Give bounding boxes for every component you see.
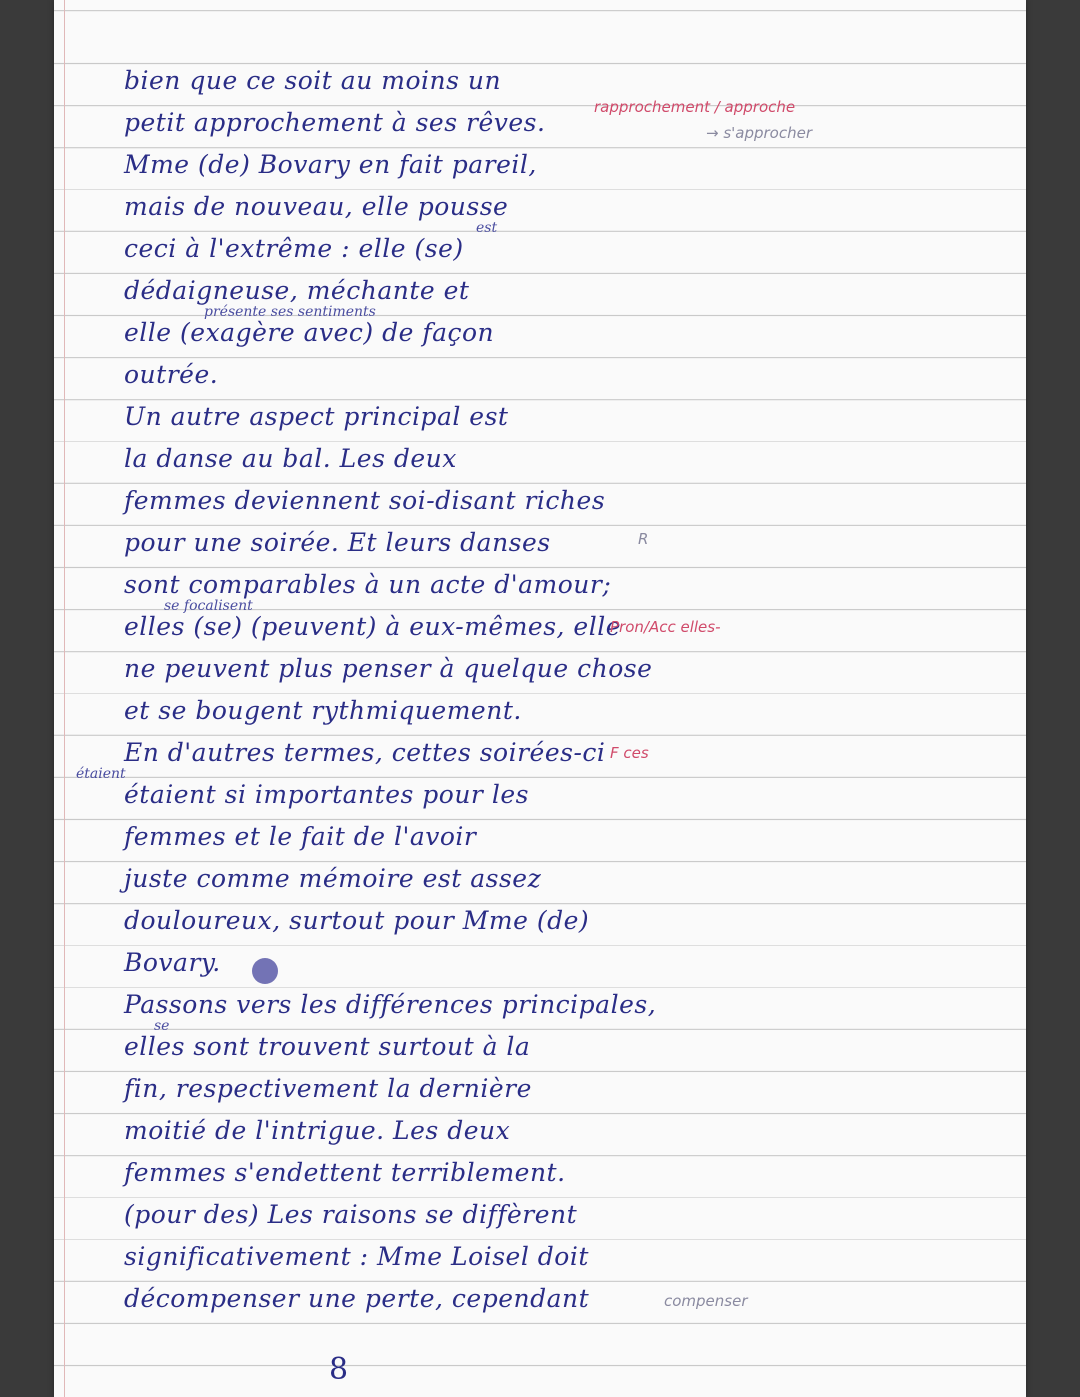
text-line: sont comparables à un acte d'amour; — [124, 570, 612, 599]
text-line: Passons vers les différences principales, — [124, 990, 657, 1019]
text-line: femmes s'endettent terriblement. — [124, 1158, 566, 1187]
insertion-est: est — [476, 220, 498, 236]
text-line: étaient si importantes pour les — [124, 780, 529, 809]
margin-note-ces: F ces — [610, 744, 649, 762]
text-line: Un autre aspect principal est — [124, 402, 509, 431]
text-line: Mme (de) Bovary en fait pareil, — [124, 150, 537, 179]
text-line: juste comme mémoire est assez — [124, 864, 542, 893]
text-line: mais de nouveau, elle pousse — [124, 192, 509, 221]
margin-note-r: R — [638, 530, 649, 548]
margin-note-sapprocher: → s'approcher — [706, 124, 813, 142]
text-line: (pour des) Les raisons se diffèrent — [124, 1200, 578, 1229]
insertion-focalisent: se focalisent — [164, 598, 253, 614]
text-line: outrée. — [124, 360, 219, 389]
text-line: significativement : Mme Loisel doit — [124, 1242, 589, 1271]
insertion-etaient: étaient — [76, 766, 126, 782]
insertion-se: se — [154, 1018, 170, 1034]
text-line: elles (se) (peuvent) à eux-mêmes, elle — [124, 612, 622, 641]
text-line: petit approchement à ses rêves. — [124, 108, 546, 137]
margin-note-rapprochement: rapprochement / approche — [594, 98, 796, 116]
insertion-presente: présente ses sentiments — [204, 304, 376, 320]
text-line: bien que ce soit au moins un — [124, 66, 502, 95]
scribble-mark — [252, 958, 278, 984]
text-line: décompenser une perte, cependant — [124, 1284, 590, 1313]
margin-note-compenser: compenser — [664, 1292, 748, 1310]
text-line: la danse au bal. Les deux — [124, 444, 457, 473]
margin-note-pron: Pron/Acc elles- — [610, 618, 721, 636]
text-line: et se bougent rythmiquement. — [124, 696, 522, 725]
text-line: dédaigneuse, méchante et — [124, 276, 470, 305]
margin-line — [64, 0, 65, 1397]
text-line: douloureux, surtout pour Mme (de) — [124, 906, 590, 935]
text-line: elles sont trouvent surtout à la — [124, 1032, 531, 1061]
text-line: femmes deviennent soi-disant riches — [124, 486, 606, 515]
text-line: Bovary. — [124, 948, 221, 977]
text-line: En d'autres termes, cettes soirées-ci — [124, 738, 606, 767]
text-line: elle (exagère avec) de façon — [124, 318, 495, 347]
text-line: ceci à l'extrême : elle (se) — [124, 234, 464, 263]
notebook-page — [54, 0, 1026, 1397]
page-number: 8 — [329, 1352, 349, 1387]
text-line: fin, respectivement la dernière — [124, 1074, 532, 1103]
text-line: moitié de l'intrigue. Les deux — [124, 1116, 511, 1145]
text-line: pour une soirée. Et leurs danses — [124, 528, 551, 557]
text-line: ne peuvent plus penser à quelque chose — [124, 654, 653, 683]
text-line: femmes et le fait de l'avoir — [124, 822, 477, 851]
